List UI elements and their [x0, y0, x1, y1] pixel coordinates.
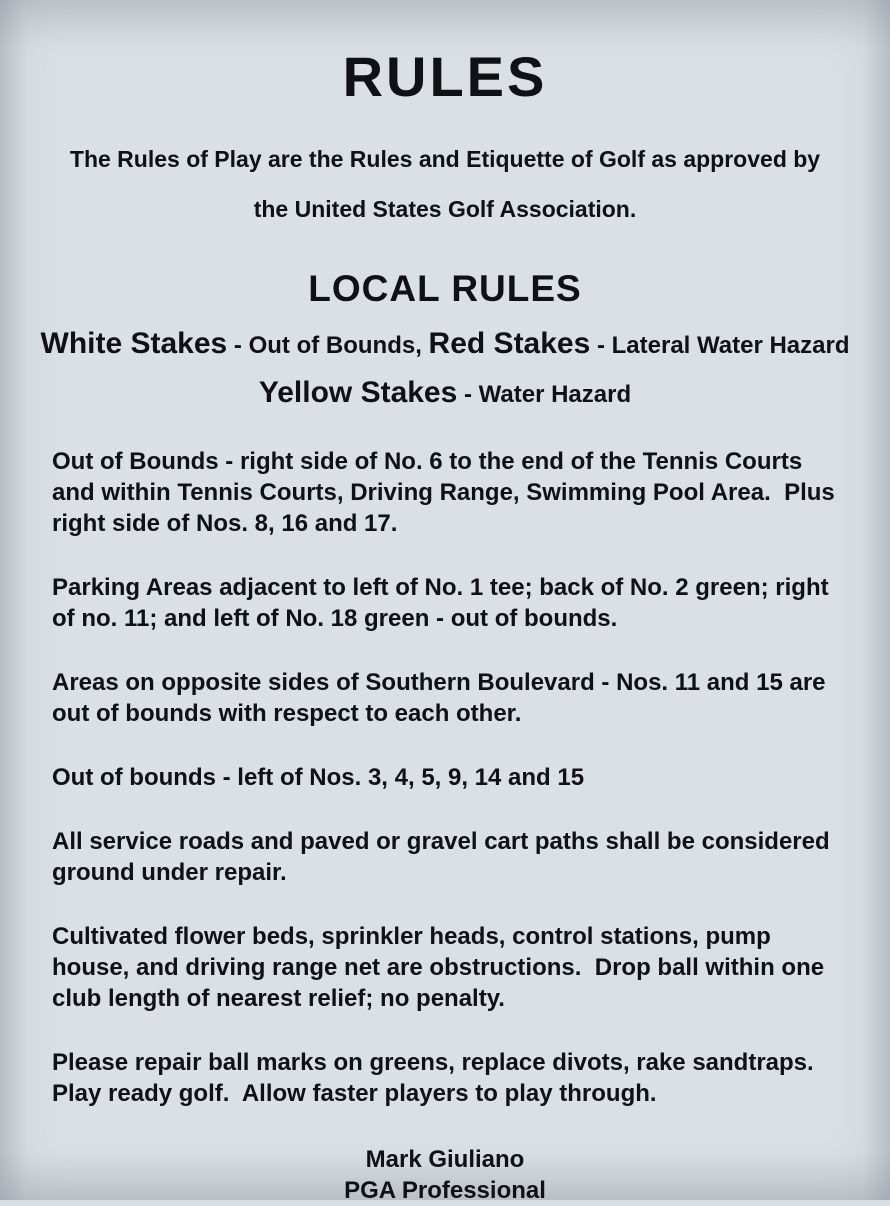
- intro-line-2: the United States Golf Association.: [253, 195, 637, 222]
- signature-name: Mark Giuliano: [365, 1145, 525, 1173]
- white-stakes-desc: - Out of Bounds,: [227, 331, 429, 359]
- rule-paragraph-obstructions: Cultivated flower beds, sprinkler heads, control stations, pump house, and driving range net are obstructions. Drop ball within one club length of nearest relief; no penalty.: [52, 922, 831, 1012]
- rule-paragraph-out-of-bounds-left: Out of bounds - left of Nos. 3, 4, 5, 9, 14 and 15: [52, 763, 585, 791]
- stakes-line-1: [10, 322, 880, 371]
- signature-title: PGA Professional: [344, 1176, 546, 1204]
- intro-text: [25, 134, 865, 234]
- intro-line-1: The Rules of Play are the Rules and Etiquette of Golf as approved by: [69, 145, 821, 172]
- signature-block: [344, 1144, 546, 1206]
- red-stakes-label: Red Stakes: [428, 326, 591, 360]
- rule-paragraph-service-roads: All service roads and paved or gravel cart paths shall be considered ground under repair.: [52, 827, 837, 886]
- local-rules-heading: LOCAL RULES: [308, 267, 582, 309]
- stakes-line-2: [10, 371, 880, 420]
- yellow-stakes-desc: - Water Hazard: [457, 380, 632, 408]
- yellow-stakes-label: Yellow Stakes: [258, 375, 458, 409]
- red-stakes-desc: - Lateral Water Hazard: [590, 331, 850, 359]
- rule-paragraph-out-of-bounds-no6: Out of Bounds - right side of No. 6 to the end of the Tennis Courts and within Tennis Courts, Driving Range, Swimming Pool Area. Plus right side of Nos. 8, 16 and 17.: [52, 447, 842, 537]
- page-title: RULES: [342, 45, 548, 108]
- rule-paragraph-etiquette: Please repair ball marks on greens, replace divots, rake sandtraps. Play ready golf. Allow faster players to play through.: [52, 1048, 828, 1107]
- rule-paragraph-southern-boulevard: Areas on opposite sides of Southern Boulevard - Nos. 11 and 15 are out of bounds with respect to each other.: [52, 668, 833, 727]
- white-stakes-label: White Stakes: [40, 326, 228, 360]
- rule-paragraph-parking-areas: Parking Areas adjacent to left of No. 1 tee; back of No. 2 green; right of no. 11; and left of No. 18 green - out of bounds.: [52, 573, 836, 632]
- local-rules-body: [0, 420, 890, 1142]
